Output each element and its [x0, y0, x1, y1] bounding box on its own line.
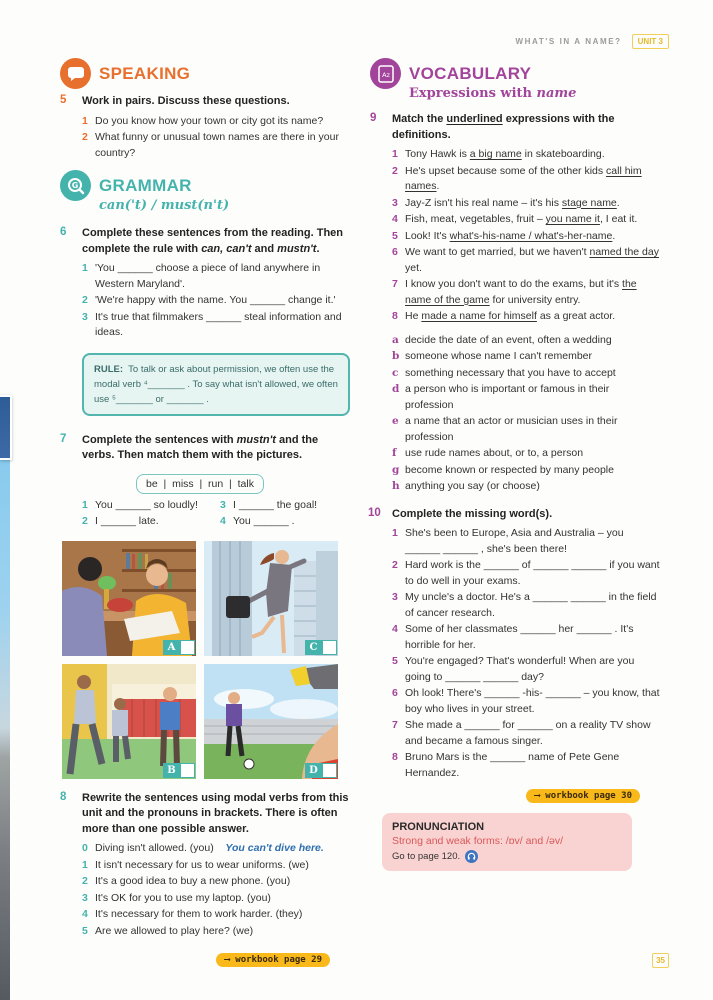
item-number: 4	[82, 908, 88, 920]
library-illustration	[62, 541, 196, 656]
vocabulary-title: VOCABULARY	[409, 63, 532, 83]
item-text	[405, 212, 637, 228]
item-text: Hard work is the ______ of ______ ______ if you want to do well in your exams.	[405, 559, 660, 587]
list-item	[392, 277, 660, 308]
exercise-8-items	[82, 841, 350, 939]
item-text: It's a good idea to buy a new phone. (you)	[95, 875, 291, 887]
item-text: You're engaged? That's wonderful! When are you going to ______ ______ day?	[405, 655, 635, 683]
item-number: 3	[392, 591, 398, 603]
item-letter: d	[392, 383, 400, 395]
exercise-6	[60, 226, 350, 257]
item-text: anything you say (or choose)	[405, 480, 540, 492]
picture-letter: A	[163, 640, 180, 655]
grammar-heading	[60, 170, 350, 201]
chapter-title: WHAT'S IN A NAME?	[515, 37, 622, 46]
definition-item	[392, 414, 660, 445]
pronunciation-subtitle: Strong and weak forms: /ɒv/ and /əv/	[392, 835, 564, 847]
exercise-5	[60, 94, 350, 110]
text-post: as a great actor.	[536, 310, 616, 322]
item-text: I ______ the goal!	[233, 498, 318, 511]
background-card-edge	[0, 395, 12, 460]
item-number: 7	[392, 719, 398, 731]
item-text	[405, 147, 605, 163]
list-item	[392, 558, 660, 589]
exercise-instruction: Rewrite the sentences using modal verbs from this unit and the pronouns in brackets. There is often more than one possible answer.	[82, 791, 349, 835]
exercise-10	[368, 507, 660, 523]
text-post: , I eat it.	[599, 213, 638, 225]
list-item	[392, 164, 660, 195]
exercise-number: 5	[60, 94, 67, 106]
item-number: 2	[392, 559, 398, 571]
item-text: Some of her classmates ______ her ______ . It's horrible for her.	[405, 623, 634, 651]
item-text: 'We're happy with the name. You ______ change it.'	[95, 294, 336, 306]
instruction-underlined: underlined	[446, 113, 503, 125]
list-item	[82, 114, 350, 130]
svg-text:G: G	[71, 180, 78, 190]
grammar-title: GRAMMAR	[99, 175, 192, 195]
svg-text:Az: Az	[381, 70, 390, 79]
item-text: I ______ late.	[95, 515, 159, 527]
definition-item	[392, 382, 660, 413]
item-letter: a	[392, 333, 399, 346]
item-text: something necessary that you have to accept	[405, 366, 616, 379]
instruction-text: Complete the sentences with	[82, 433, 237, 446]
text-post: .	[436, 180, 440, 192]
item-number: 4	[220, 515, 226, 527]
item-number: 8	[392, 751, 398, 763]
item-number: 2	[82, 515, 88, 527]
list-item	[392, 196, 660, 212]
item-text: What funny or unusual town names are there in your country?	[95, 131, 339, 159]
picture-grid	[62, 541, 350, 779]
item-text	[405, 196, 620, 212]
definitions-list	[392, 333, 660, 495]
item-text: You ______ so loudly!	[95, 498, 198, 511]
underlined-expression: stage name	[561, 196, 617, 209]
definition-item	[392, 463, 660, 479]
item-text: It isn't necessary for us to wear uniforms. (we)	[95, 858, 309, 871]
right-column	[370, 58, 660, 871]
exercise-10-items	[392, 526, 660, 781]
item-number: 2	[82, 131, 88, 143]
definition-item	[392, 446, 660, 462]
item-text: She's been to Europe, Asia and Australia – you ______ ______ , she's been there!	[405, 527, 624, 555]
workbook-link-30[interactable]: ⟶ workbook page 30	[526, 789, 640, 803]
definition-item	[392, 366, 660, 382]
item-letter: h	[392, 480, 400, 492]
item-text: Do you know how your town or city got its name?	[95, 114, 324, 127]
instruction-emphasis: mustn't	[236, 433, 276, 446]
example-item	[82, 841, 350, 857]
item-number: 1	[82, 858, 88, 871]
item-number: 3	[82, 891, 88, 904]
text-pre: Look! It's	[405, 229, 450, 242]
answer-box[interactable]	[322, 763, 337, 778]
list-item	[220, 514, 350, 530]
picture-letter: B	[163, 763, 180, 778]
pronunciation-title: PRONUNCIATION	[392, 821, 485, 833]
item-text: Diving isn't allowed. (you)	[95, 842, 214, 854]
magnifier-g-icon	[60, 170, 91, 201]
exercise-8	[60, 791, 350, 838]
picture-a	[62, 541, 196, 656]
item-text: decide the date of an event, often a wedding	[405, 333, 612, 346]
list-item	[392, 147, 660, 163]
item-number: 5	[82, 924, 88, 937]
unit-badge: UNIT 3	[632, 34, 669, 49]
dictionary-az-icon	[370, 58, 401, 89]
item-text: a person who is important or famous in their profession	[405, 383, 610, 411]
text-pre: He's upset because some of the other kids	[405, 164, 607, 177]
pronunciation-box	[382, 813, 632, 871]
instruction-emphasis: can, can't	[201, 242, 252, 255]
item-text	[405, 309, 615, 325]
exercise-instruction	[392, 112, 660, 143]
exercise-instruction: Complete the missing word(s).	[392, 507, 553, 520]
rule-text: To talk or ask about permission, we often use the modal verb ⁴_______ . To say what isn't allowed, we often use ⁵_______ or _______ .	[94, 363, 338, 405]
exercise-number: 8	[60, 790, 67, 803]
exercise-7-items	[82, 498, 350, 531]
list-item	[82, 293, 350, 309]
item-text: Are we allowed to play here? (we)	[95, 924, 254, 937]
picture-letter: C	[305, 640, 322, 655]
vocabulary-subtitle	[409, 86, 660, 101]
list-item	[82, 261, 350, 292]
exercise-9	[370, 112, 660, 143]
list-item	[82, 907, 350, 923]
list-item	[392, 686, 660, 717]
item-number: 7	[392, 278, 398, 290]
text-pre: I know you don't want to do the exams, but it's	[405, 278, 623, 290]
underlined-expression: the name of the game	[405, 278, 637, 306]
instruction-text: and the verbs. Then match them with the pictures.	[82, 433, 319, 461]
item-number: 1	[392, 527, 398, 539]
item-text: Bruno Mars is the ______ name of Pete Gene Hernandez.	[405, 751, 620, 779]
list-item	[82, 130, 350, 161]
list-item	[392, 526, 660, 557]
item-text: It's necessary for them to work harder. (they)	[95, 908, 303, 920]
picture-d	[204, 664, 338, 779]
text-pre: He	[405, 310, 422, 322]
subtitle-emphasis: name	[536, 86, 577, 101]
text-pre: We want to get married, but we haven't	[405, 246, 590, 258]
list-item	[392, 622, 660, 653]
underlined-expression: call him names	[405, 164, 642, 192]
instruction-text: Match the	[392, 113, 447, 125]
list-item	[82, 498, 212, 514]
answer-box[interactable]	[322, 640, 337, 655]
exercise-number: 6	[60, 226, 67, 238]
text-post: in skateboarding.	[521, 148, 605, 160]
picture-label	[305, 640, 337, 655]
list-item	[392, 212, 660, 228]
workbook-link-row	[370, 785, 660, 803]
item-letter: f	[392, 447, 397, 459]
school-corridor-illustration	[62, 664, 196, 779]
picture-label	[163, 763, 195, 778]
underlined-expression: named the day	[589, 246, 659, 258]
instruction-text: and	[251, 242, 278, 255]
item-text: Oh look! There's ______ -his- ______ – you know, that boy who lives in your street.	[405, 687, 660, 715]
item-text: My uncle's a doctor. He's a ______ ______ in the field of cancer research.	[405, 591, 657, 619]
item-text: It's true that filmmakers ______ steal information and ideas.	[95, 310, 342, 338]
item-number: 5	[392, 229, 398, 242]
underlined-expression: you name it	[545, 213, 600, 225]
item-letter: c	[392, 366, 399, 379]
list-item	[392, 229, 660, 245]
item-text: someone whose name I can't remember	[405, 350, 593, 362]
item-number: 1	[392, 148, 398, 160]
item-text	[405, 277, 660, 308]
item-text	[405, 164, 660, 195]
item-number: 4	[392, 623, 398, 635]
item-number: 6	[392, 687, 398, 699]
item-letter: e	[392, 415, 399, 427]
go-to-text: Go to page 120.	[392, 851, 461, 862]
list-item	[82, 874, 350, 890]
text-pre: Tony Hawk is	[405, 148, 470, 160]
exercise-5-items	[82, 114, 350, 162]
item-number: 2	[82, 294, 88, 306]
exercise-7	[60, 433, 350, 464]
instruction-emphasis: mustn't	[277, 242, 317, 255]
list-item	[82, 924, 350, 940]
item-text	[405, 229, 615, 245]
text-post: .	[616, 196, 620, 209]
exercise-number: 7	[60, 432, 67, 445]
instruction-text: .	[316, 242, 320, 255]
instruction-text: expressions with the definitions.	[392, 113, 615, 141]
item-number: 8	[392, 310, 398, 322]
answer-box[interactable]	[180, 640, 195, 655]
item-number: 2	[82, 875, 88, 887]
item-letter: b	[392, 350, 400, 362]
picture-label	[163, 640, 195, 655]
item-letter: g	[392, 463, 400, 476]
speaking-heading	[60, 58, 350, 89]
workbook-link-29[interactable]: ⟶ workbook page 29	[216, 953, 330, 967]
text-pre: Fish, meat, vegetables, fruit –	[405, 213, 546, 225]
list-item	[392, 590, 660, 621]
item-number: 6	[392, 246, 398, 258]
picture-label	[305, 763, 337, 778]
list-item	[82, 858, 350, 874]
definition-item	[392, 349, 660, 365]
item-text: She made a ______ for ______ on a reality TV show and became a famous singer.	[405, 719, 651, 747]
item-number: 5	[392, 655, 398, 667]
pronunciation-go-to	[392, 850, 622, 863]
exercise-instruction: Work in pairs. Discuss these questions.	[82, 95, 290, 107]
rule-label: RULE:	[94, 363, 124, 375]
exercise-9-items	[392, 147, 660, 325]
city-illustration	[204, 541, 338, 656]
underlined-expression: made a name for himself	[421, 310, 537, 322]
answer-box[interactable]	[180, 763, 195, 778]
definition-item	[392, 333, 660, 349]
underlined-expression: a big name	[469, 148, 522, 160]
picture-letter: D	[305, 763, 322, 778]
exercise-number: 10	[368, 506, 381, 519]
speech-bubble-icon	[60, 58, 91, 89]
underlined-expression: what's-his-name / what's-her-name	[449, 229, 613, 242]
list-item	[220, 498, 350, 514]
item-text: 'You ______ choose a piece of land anywhere in Western Maryland'.	[95, 262, 321, 290]
word-box: be | miss | run | talk	[136, 474, 264, 494]
football-illustration	[204, 664, 338, 779]
item-number: 4	[392, 213, 398, 225]
item-number: 1	[82, 498, 88, 511]
item-text: You ______ .	[233, 515, 295, 527]
list-item	[82, 310, 350, 341]
item-number: 3	[392, 196, 398, 209]
text-post: for university entry.	[489, 293, 581, 306]
rule-box	[82, 353, 350, 416]
workbook-link-row	[60, 949, 350, 967]
picture-b	[62, 664, 196, 779]
text-post: yet.	[405, 261, 422, 274]
picture-c	[204, 541, 338, 656]
text-pre: Jay-Z isn't his real name – it's his	[405, 196, 562, 209]
list-item	[392, 309, 660, 325]
item-number: 2	[392, 164, 398, 177]
text-post: .	[612, 229, 616, 242]
item-text: become known or respected by many people	[405, 463, 614, 476]
item-number: 1	[82, 262, 88, 274]
list-item	[82, 514, 212, 530]
vocabulary-heading	[370, 58, 660, 89]
list-item	[392, 718, 660, 749]
instruction-text: Complete these sentences from the reading. Then complete the rule with	[82, 227, 344, 255]
page-header	[516, 34, 669, 49]
list-item	[392, 750, 660, 781]
item-text	[405, 245, 660, 276]
item-text: It's OK for you to use my laptop. (you)	[95, 891, 271, 904]
grammar-subtitle: can('t) / must(n't)	[99, 198, 230, 213]
speaking-title: SPEAKING	[99, 63, 191, 83]
left-column	[60, 58, 350, 967]
exercise-6-items	[82, 261, 350, 341]
item-text: use rude names about, or to, a person	[405, 447, 584, 459]
background-photo-strip	[0, 395, 10, 1000]
page-number: 35	[652, 953, 669, 968]
headphones-icon[interactable]	[465, 850, 478, 863]
definition-item	[392, 479, 660, 495]
exercise-instruction	[82, 433, 350, 464]
list-item	[392, 654, 660, 685]
list-item	[82, 891, 350, 907]
item-text: a name that an actor or musician uses in their profession	[405, 415, 618, 443]
exercise-number: 9	[370, 112, 377, 124]
item-number: 3	[220, 498, 226, 511]
list-item	[392, 245, 660, 276]
exercise-instruction	[82, 226, 350, 257]
item-number: 1	[82, 114, 88, 127]
subtitle-text: Expressions with	[409, 86, 537, 101]
example-answer: You can't dive here.	[225, 842, 324, 854]
item-number: 3	[82, 310, 88, 323]
item-number: 0	[82, 842, 88, 854]
